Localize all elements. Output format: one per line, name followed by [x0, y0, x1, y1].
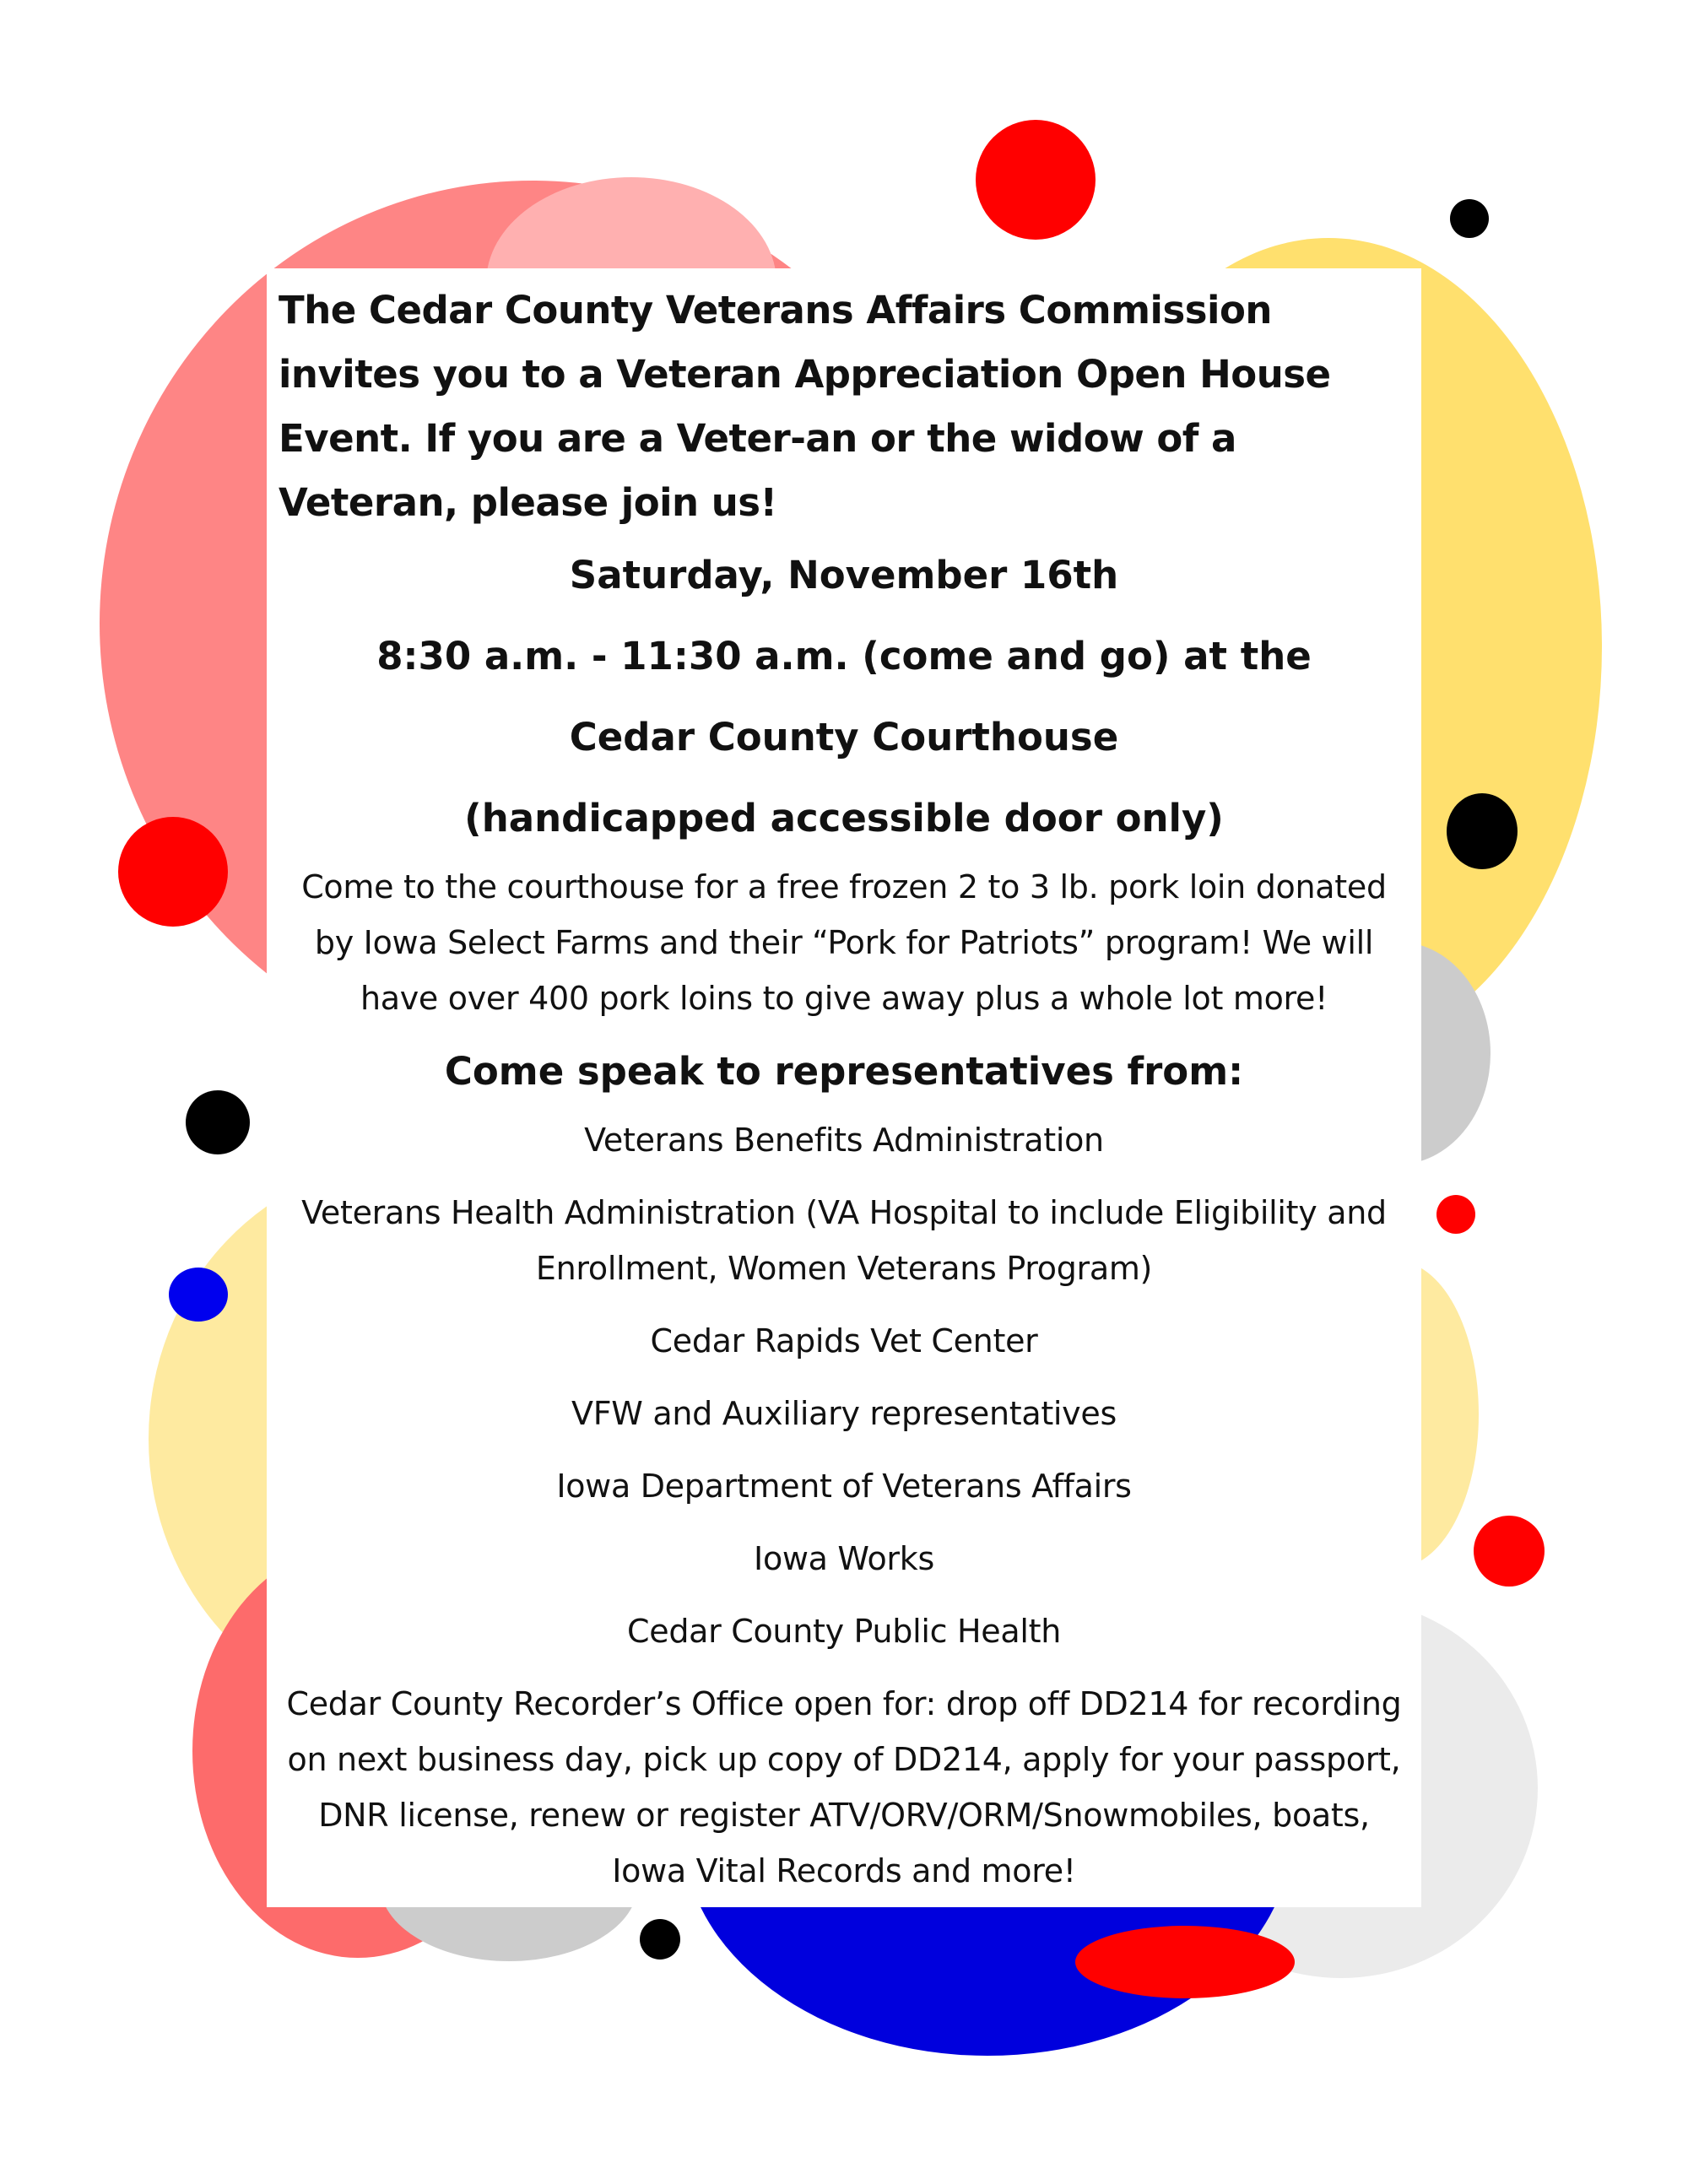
list-item: Iowa Works [754, 1540, 934, 1577]
list-item: Veterans Health Administration (VA Hospital to include Eligibility and Enrollment, Women Veterans Program) [301, 1194, 1387, 1287]
text-panel [267, 268, 1421, 1907]
list-item: Veterans Benefits Administration [584, 1122, 1104, 1159]
list-item: VFW and Auxiliary representatives [571, 1395, 1117, 1432]
event-time: 8:30 a.m. - 11:30 a.m. (come and go) at the [376, 634, 1312, 678]
black-dot-right [1447, 793, 1518, 869]
pork-paragraph: Come to the courthouse for a free frozen 2 to 3 lb. pork loin donated by Iowa Select Farms and their “Pork for Patriots” program! We will have over 400 pork loins to give away plus a whole lot more! [301, 868, 1387, 1017]
black-dot-bottom [640, 1919, 680, 1960]
event-location: Cedar County Courthouse [569, 715, 1119, 760]
red-dot-top [976, 120, 1096, 240]
access-note: (handicapped accessible door only) [464, 796, 1224, 841]
red-dot-left [118, 817, 228, 927]
intro-paragraph: The Cedar County Veterans Affairs Commission invites you to a Veteran Appreciation Open House Event. If you are a Veter-an or the widow of a Veteran, please join us! [279, 288, 1331, 525]
list-item: Cedar County Public Health [627, 1613, 1061, 1650]
list-item: Cedar Rapids Vet Center [650, 1322, 1038, 1360]
event-date: Saturday, November 16th [569, 553, 1119, 597]
red-dot-right [1474, 1516, 1545, 1587]
red-dot-small-right [1436, 1195, 1475, 1234]
blue-dot-left [169, 1268, 228, 1322]
black-dot-top-right [1450, 199, 1489, 238]
red-oval-bottom [1075, 1926, 1295, 1998]
list-item: Iowa Department of Veterans Affairs [556, 1468, 1132, 1505]
representatives-list [279, 1112, 1409, 1659]
representatives-heading: Come speak to representatives from: [444, 1049, 1244, 1094]
recorder-paragraph: Cedar County Recorder’s Office open for: drop off DD214 for recording on next business day, pick up copy of DD214, apply for your passport, DNR license, renew or register ATV/ORV/ORM/Snowmobiles, boats, Iowa Vital Records and more! [286, 1685, 1402, 1889]
black-dot-left [186, 1090, 250, 1154]
